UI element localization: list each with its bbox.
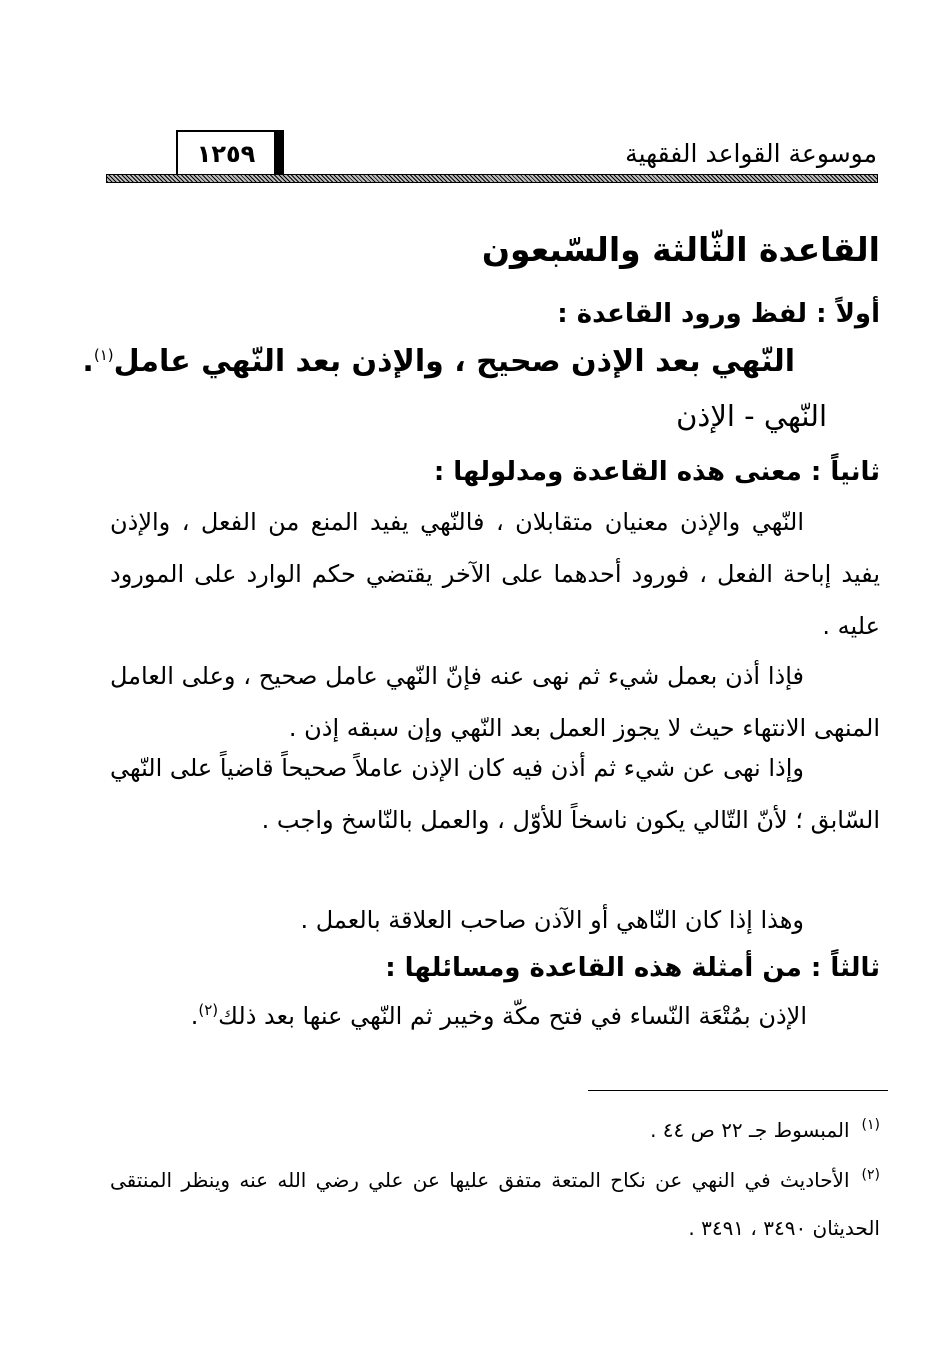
section-heading-wording: أولاً : لفظ ورود القاعدة : (557, 299, 880, 329)
rule-statement-text: النّهي بعد الإذن صحيح ، والإذن بعد النّهي عامل (113, 344, 795, 379)
paragraph-4: وهذا إذا كان النّاهي أو الآذن صاحب العلاقة بالعمل . (300, 906, 804, 934)
header-rule (106, 174, 878, 183)
rule-statement (82, 340, 795, 384)
rule-end-mark: . (82, 344, 94, 379)
example-1-text: الإذن بمُتْعَة النّساء في فتح مكّة وخيبر ثم النّهي عنها بعد ذلك (218, 1002, 807, 1030)
example-1 (191, 990, 807, 1042)
paragraph-2: فإذا أذن بعمل شيء ثم نهى عنه فإنّ النّهي عامل صحيح ، وعلى العامل المنهى الانتهاء حيث لا يجوز العمل بعد النّهي وإن سبقه إذن . (110, 662, 880, 742)
footnote-2-text: الأحاديث في النهي عن نكاح المتعة متفق عليها عن علي رضي الله عنه وينظر المنتقى الحديثان ٣٤٩٠ ، ٣٤٩١ . (110, 1168, 880, 1240)
footnote-2-mark: (٢) (861, 1167, 880, 1184)
paragraph-3: وإذا نهى عن شيء ثم أذن فيه كان الإذن عاملاً صحيحاً قاضياً على النّهي السّابق ؛ لأنّ التّالي يكون ناسخاً للأوّل ، والعمل بالنّاسخ واجب . (110, 754, 880, 834)
paragraph-1: النّهي والإذن معنيان متقابلان ، فالنّهي يفيد المنع من الفعل ، والإذن يفيد إباحة الفعل ، فورود أحدهما على الآخر يقتضي حكم الوارد على المورود عليه . (110, 508, 880, 640)
keywords: النّهي - الإذن (676, 399, 827, 433)
rule-title: القاعدة الثّالثة والسّبعون (481, 230, 880, 269)
footnote-ref-1: (١) (93, 346, 114, 364)
page-number-box (176, 130, 284, 176)
running-title: موسوعة القواعد الفقهية (625, 139, 877, 168)
section-heading-examples-text: ثالثاً : من أمثلة هذه القاعدة ومسائلها : (385, 953, 880, 983)
footnote-1-mark: (١) (861, 1117, 880, 1134)
page-number: ١٢٥٩ (196, 140, 256, 168)
section-heading-meaning: ثانياً : معنى هذه القاعدة ومدلولها : (433, 457, 880, 487)
example-1-end-mark: . (190, 1002, 199, 1030)
footnote-separator (588, 1090, 888, 1091)
footnote-1-text: المبسوط جـ ٢٢ ص ٤٤ . (650, 1118, 850, 1142)
footnote-1 (110, 1106, 880, 1154)
footnote-ref-2: (٢) (198, 1001, 219, 1019)
footnote-2 (110, 1156, 880, 1252)
section-heading-examples (385, 948, 880, 988)
